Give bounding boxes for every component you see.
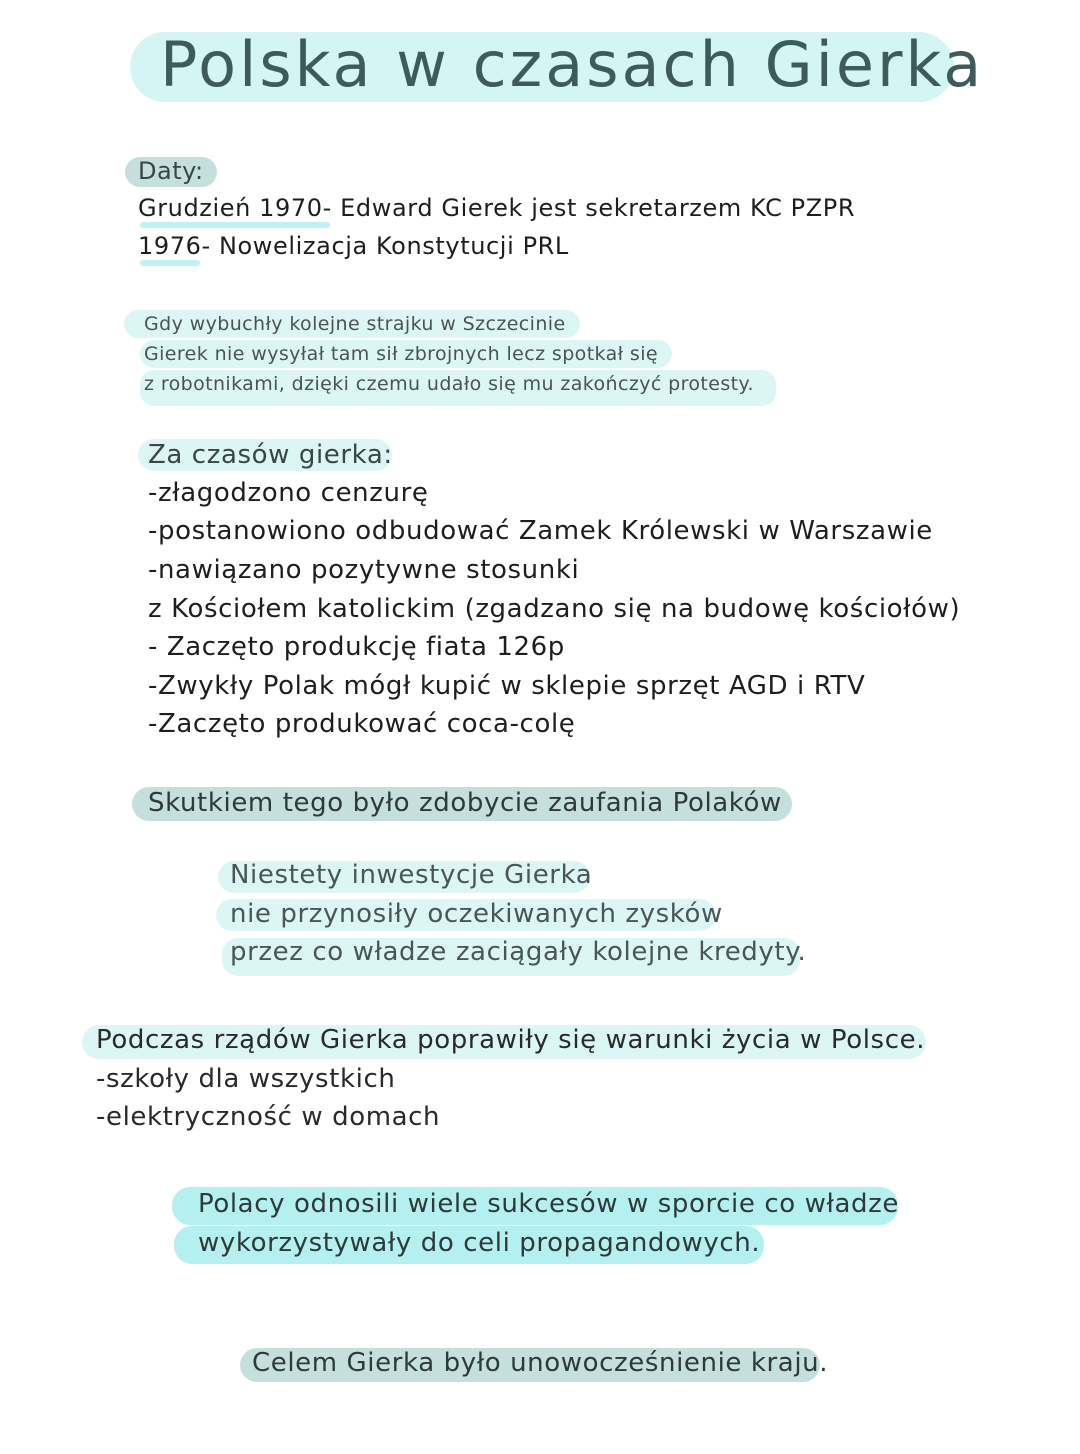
- effect-text: Skutkiem tego było zdobycie zaufania Polaków: [148, 788, 782, 818]
- reform-item: - Zaczęto produkcję fiata 126p: [148, 632, 565, 662]
- sport-line-2: wykorzystywały do celi propagandowych.: [198, 1228, 761, 1258]
- strike-line-3: z robotnikami, dzięki czemu udało się mu zakończyć protesty.: [144, 373, 754, 395]
- reform-item: z Kościołem katolickim (zgadzano się na budowę kościołów): [148, 594, 961, 624]
- date-item-1970: Grudzień 1970- Edward Gierek jest sekretarzem KC PZPR: [138, 194, 856, 222]
- investments-line-3: przez co władze zaciągały kolejne kredyty.: [230, 937, 807, 967]
- investments-line-2: nie przynosiły oczekiwanych zysków: [230, 899, 723, 929]
- reform-item: -postanowiono odbudować Zamek Królewski w Warszawie: [148, 516, 933, 546]
- reforms-label: Za czasów gierka:: [148, 440, 393, 470]
- investments-line-1: Niestety inwestycje Gierka: [230, 860, 593, 890]
- strike-line-2: Gierek nie wysyłał tam sił zbrojnych lecz spotkał się: [144, 343, 658, 365]
- living-line-1: Podczas rządów Gierka poprawiły się warunki życia w Polsce.: [96, 1025, 926, 1055]
- date-item-1976: 1976- Nowelizacja Konstytucji PRL: [138, 232, 569, 260]
- reform-item: -złagodzono cenzurę: [148, 478, 429, 508]
- page-title: Polska w czasach Gierka: [160, 28, 985, 101]
- strike-line-1: Gdy wybuchły kolejne strajku w Szczecinie: [144, 313, 566, 335]
- living-line-2: -szkoły dla wszystkich: [96, 1064, 396, 1094]
- dates-label: Daty:: [138, 157, 204, 185]
- sport-line-1: Polacy odnosili wiele sukcesów w sporcie co władze: [198, 1189, 899, 1219]
- reform-item: -Zwykły Polak mógł kupić w sklepie sprzęt AGD i RTV: [148, 671, 866, 701]
- goal-text: Celem Gierka było unowocześnienie kraju.: [252, 1348, 829, 1378]
- reform-item: -Zaczęto produkować coca-colę: [148, 709, 576, 739]
- reform-item: -nawiązano pozytywne stosunki: [148, 555, 580, 585]
- living-line-3: -elektryczność w domach: [96, 1102, 441, 1132]
